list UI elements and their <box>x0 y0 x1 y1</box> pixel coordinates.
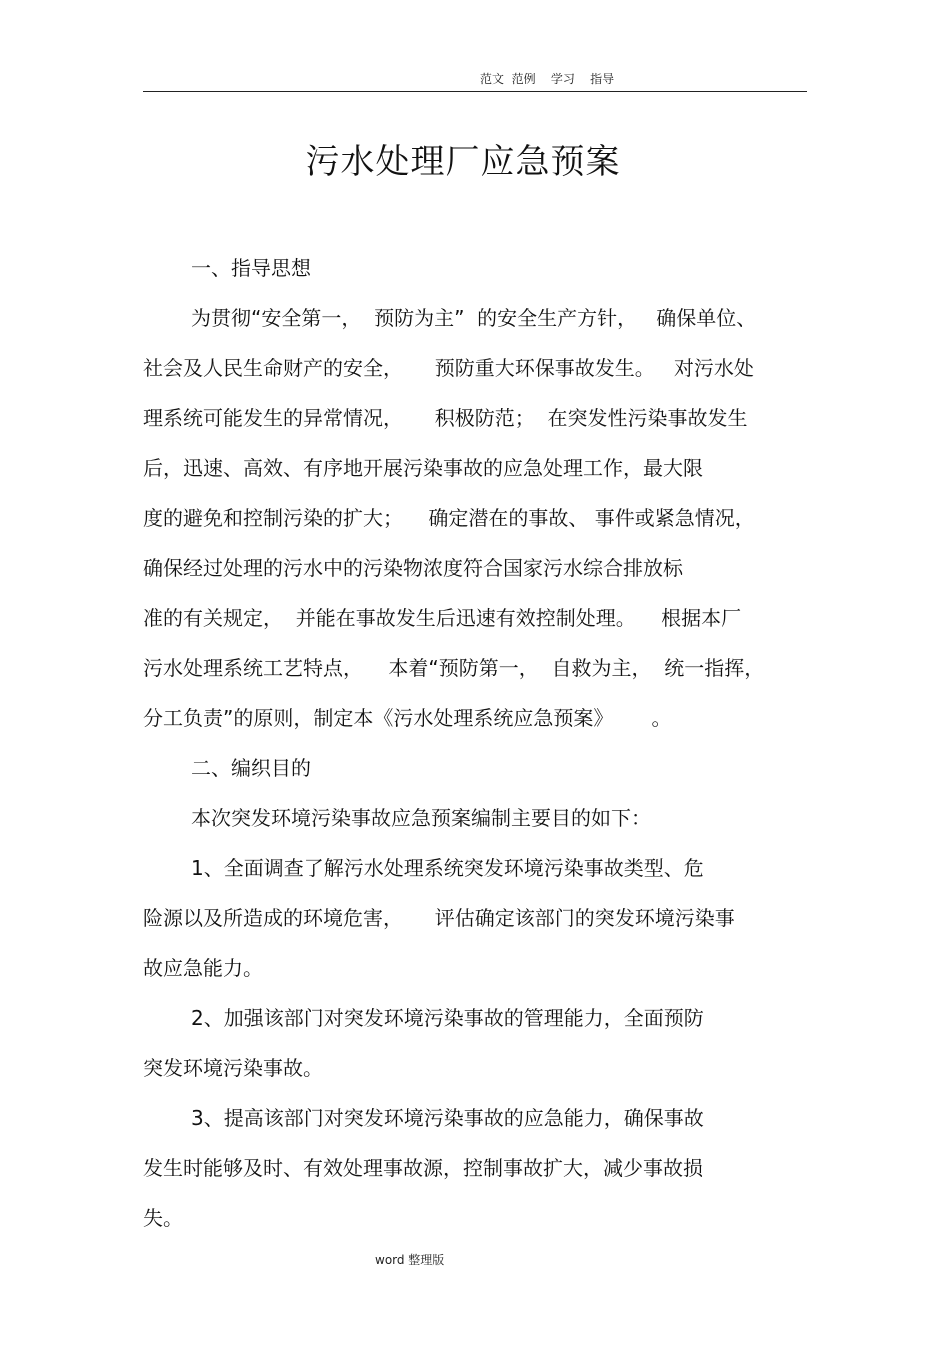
list-item-line: 险源以及所造成的环境危害， 评估确定该部门的突发环境污染事 <box>143 906 735 930</box>
list-item-line: 发生时能够及时、有效处理事故源，控制事故扩大，减少事故损 <box>143 1156 703 1180</box>
list-item-line: 故应急能力。 <box>143 956 263 980</box>
paragraph-line: 后，迅速、高效、有序地开展污染事故的应急处理工作，最大限 <box>143 456 703 480</box>
page-header: 范文 范例 学习 指导 <box>480 72 615 86</box>
document-title: 污水处理厂应急预案 <box>305 142 621 182</box>
list-item-line: 1、全面调查了解污水处理系统突发环境污染事故类型、危 <box>191 856 704 880</box>
paragraph-line: 分工负责”的原则，制定本《污水处理系统应急预案》 。 <box>143 706 672 730</box>
paragraph-line: 确保经过处理的污水中的污染物浓度符合国家污水综合排放标 <box>143 556 683 580</box>
list-item-line: 突发环境污染事故。 <box>143 1056 323 1080</box>
list-item-line: 2、加强该部门对突发环境污染事故的管理能力，全面预防 <box>191 1006 704 1030</box>
paragraph-line: 本次突发环境污染事故应急预案编制主要目的如下： <box>191 806 651 830</box>
paragraph-line: 为贯彻“安全第一， 预防为主” 的安全生产方针， 确保单位、 <box>191 306 757 330</box>
list-item-line: 3、提高该部门对突发环境污染事故的应急能力，确保事故 <box>191 1106 704 1130</box>
paragraph-line: 污水处理系统工艺特点， 本着“预防第一， 自救为主， 统一指挥， <box>143 656 765 680</box>
header-divider <box>143 91 807 92</box>
paragraph-line: 理系统可能发生的异常情况， 积极防范； 在突发性污染事故发生 <box>143 406 748 430</box>
paragraph-line: 社会及人民生命财产的安全， 预防重大环保事故发生。 对污水处 <box>143 356 754 380</box>
section-heading-compilation-purpose: 二、编织目的 <box>191 756 311 780</box>
paragraph-line: 准的有关规定， 并能在事故发生后迅速有效控制处理。 根据本厂 <box>143 606 742 630</box>
page-footer: word 整理版 <box>375 1253 445 1267</box>
list-item-line: 失。 <box>143 1206 183 1230</box>
section-heading-guiding-ideology: 一、指导思想 <box>191 256 311 280</box>
paragraph-line: 度的避免和控制污染的扩大； 确定潜在的事故、 事件或紧急情况， <box>143 506 755 530</box>
